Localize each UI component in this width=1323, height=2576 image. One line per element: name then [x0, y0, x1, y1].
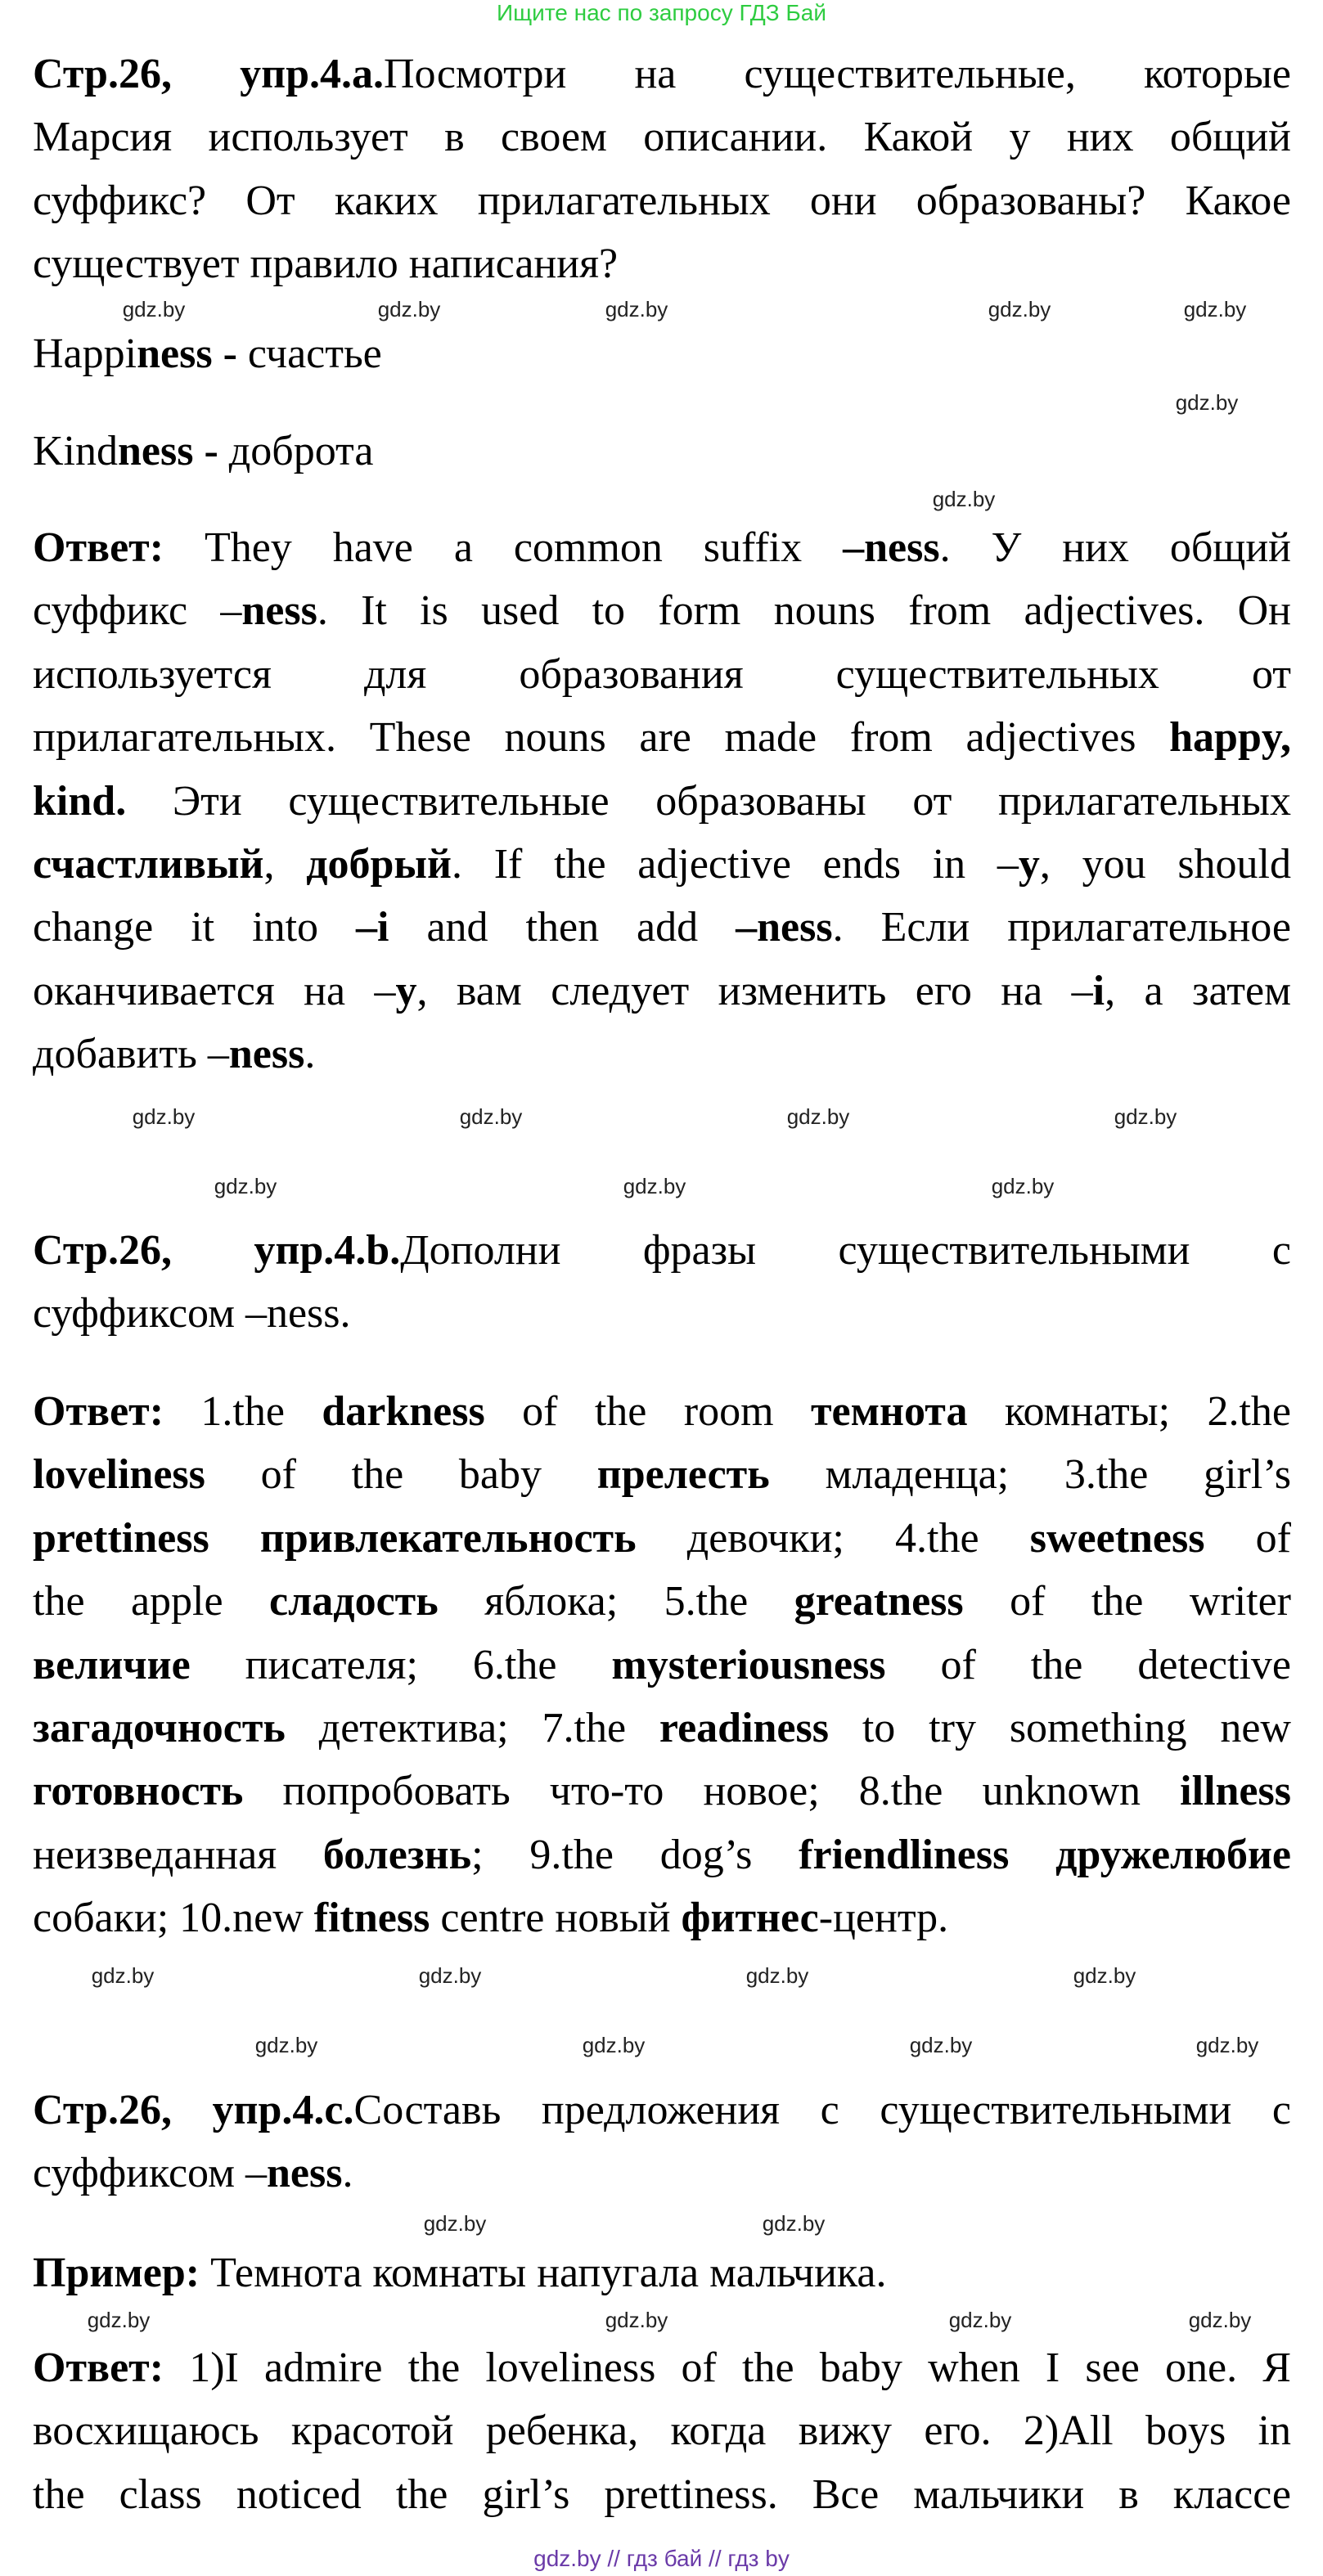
bold-text: kind. [33, 777, 127, 825]
bold-text: friendliness дружелюбие [799, 1831, 1291, 1878]
bold-text: Ответ: [33, 1388, 164, 1435]
text: . If the adjective ends in – [452, 840, 1019, 888]
text: , а затем [1105, 967, 1291, 1014]
text-line [33, 1282, 1291, 1345]
text: суффикс? От каких прилагательных они образованы? Какое [33, 177, 1291, 224]
bold-text: Ответ: [33, 2344, 164, 2391]
bold-text: greatness [794, 1578, 964, 1625]
bold-text: добрый [306, 840, 452, 888]
text: Эти существительные образованы от прилагательных [126, 777, 1291, 825]
watermark: gdz.by [909, 2033, 973, 2057]
text: to try something new [828, 1704, 1291, 1751]
text: восхищаюсь красотой ребенка, когда вижу его. 2)All boys in [33, 2407, 1291, 2455]
text-line [33, 2079, 1291, 2142]
text: младенца; 3.the girl’s [769, 1451, 1291, 1499]
text: and then add [389, 904, 736, 951]
example-kindness [33, 420, 1291, 483]
bold-text: ness [241, 587, 317, 635]
exercise-4c-example [33, 2241, 1291, 2304]
bold-text: prettiness привлекательность [33, 1514, 637, 1562]
watermark: gdz.by [1073, 1963, 1136, 1988]
text: счастье [236, 330, 382, 377]
bold-text: –i [356, 904, 389, 951]
bold-text: ness - [118, 428, 218, 474]
text-line [33, 1023, 1291, 1086]
exercise-4c-heading [33, 2079, 1291, 2205]
bold-text: readiness [659, 1704, 829, 1751]
text: суффиксом –ness. [33, 1290, 351, 1337]
text: Марсия использует в своем описании. Какой у них общий [33, 114, 1291, 161]
bold-text: величие [33, 1641, 191, 1688]
watermark: gdz.by [459, 1104, 523, 1129]
watermark: gdz.by [254, 2033, 318, 2057]
text: добавить – [33, 1031, 229, 1078]
watermark: gdz.by [623, 1174, 686, 1198]
text-line [33, 1507, 1291, 1570]
text: 1)I admire the loveliness of the baby when I see one. Я [164, 2344, 1291, 2391]
text: Посмотри на существительные, которые [384, 51, 1291, 97]
text-line [33, 1570, 1291, 1633]
watermark: gdz.by [418, 1963, 482, 1988]
text: of the writer [963, 1578, 1291, 1625]
watermark: gdz.by [1114, 1104, 1177, 1129]
text-line [33, 960, 1291, 1023]
text: change it into [33, 904, 357, 951]
text: используется для образования существительных от [33, 650, 1291, 698]
search-banner[interactable]: Ищите нас по запросу ГДЗ Бай [496, 0, 827, 25]
text: . [304, 1031, 316, 1078]
bold-text: фитнес [681, 1895, 819, 1942]
watermark: gdz.by [214, 1174, 277, 1198]
text-line [33, 1760, 1291, 1823]
text-line [33, 2241, 1291, 2304]
text-line [33, 706, 1291, 769]
text: of the detective [885, 1641, 1291, 1688]
text-line [33, 1697, 1291, 1760]
text: . Если прилагательное [832, 904, 1291, 951]
watermark: gdz.by [87, 2308, 151, 2332]
text-line [33, 1886, 1291, 1949]
bold-text: Пример: [33, 2250, 200, 2296]
text: существует правило написания? [33, 241, 619, 288]
text-line [33, 516, 1291, 579]
bold-text: –ness [843, 524, 940, 571]
exercise-4a-heading [33, 43, 1291, 296]
text-line [33, 2336, 1291, 2399]
text-line [33, 2463, 1291, 2526]
text: . It is used to form nouns from adjectives. Он [317, 587, 1292, 635]
bold-text: темнота [810, 1388, 968, 1435]
text: They have a common suffix [164, 524, 844, 571]
text: , [263, 840, 307, 888]
watermark: gdz.by [605, 2308, 668, 2332]
watermark: gdz.by [745, 1963, 809, 1988]
text-line [33, 106, 1291, 169]
text-line [33, 1380, 1291, 1443]
bold-text: i [1092, 967, 1105, 1014]
text: прилагательных. These nouns are made from adjectives [33, 714, 1170, 762]
watermark: gdz.by [948, 2308, 1012, 2332]
text-line [33, 1443, 1291, 1506]
bold-text: сладость [269, 1578, 439, 1625]
text: of [1204, 1514, 1292, 1562]
text: of the room [484, 1388, 811, 1435]
bold-text: болезнь [322, 1831, 472, 1878]
text: . [342, 2150, 353, 2197]
text: доброта [218, 428, 374, 474]
text-line [33, 643, 1291, 706]
watermark: gdz.by [582, 2033, 646, 2057]
watermark: gdz.by [1183, 297, 1247, 321]
bold-text: –ness [736, 904, 833, 951]
text: Kind [33, 428, 118, 474]
text: Happi [33, 330, 137, 377]
bold-text: fitness [313, 1895, 430, 1942]
bold-text: Стр.26, упр.4.b. [33, 1227, 401, 1274]
text-line [33, 2399, 1291, 2462]
text: -центр. [818, 1895, 949, 1942]
text-line [33, 169, 1291, 232]
text: суффикс – [33, 587, 242, 635]
bold-text: Стр.26, упр.4.c. [33, 2087, 354, 2133]
text: . У них общий [939, 524, 1291, 571]
bold-text: happy, [1169, 714, 1291, 762]
watermark: gdz.by [122, 297, 186, 321]
text: Составь предложения с существительными с [353, 2087, 1291, 2133]
watermark: gdz.by [988, 297, 1051, 321]
watermark: gdz.by [377, 297, 441, 321]
footer-links[interactable]: gdz.by // гдз бай // гдз by [533, 2546, 790, 2571]
text: ; 9.the dog’s [471, 1831, 799, 1878]
text-line [33, 579, 1291, 642]
example-happiness [33, 322, 1291, 385]
text-line [33, 2142, 1291, 2205]
bold-text: готовность [33, 1768, 244, 1815]
text: оканчивается на – [33, 967, 396, 1014]
watermark: gdz.by [1195, 2033, 1259, 2057]
exercise-4b-heading [33, 1219, 1291, 1346]
watermark: gdz.by [1175, 390, 1239, 415]
text: , вам следует изменить его на – [416, 967, 1093, 1014]
text: Дополни фразы существительными с [400, 1227, 1292, 1274]
watermark: gdz.by [1188, 2308, 1252, 2332]
text: комнаты; 2.the [967, 1388, 1291, 1435]
text: неизведанная [33, 1831, 323, 1878]
bold-text: illness [1180, 1768, 1291, 1815]
bold-text: y [395, 967, 417, 1014]
text-line [33, 1634, 1291, 1697]
exercise-4c-answer [33, 2336, 1291, 2526]
bold-text: счастливый [33, 840, 264, 888]
text: , you should [1039, 840, 1292, 888]
text: детектива; 7.the [285, 1704, 659, 1751]
text-line [33, 770, 1291, 833]
bold-text: sweetness [1029, 1514, 1205, 1562]
text: the class noticed the girl’s prettiness. Все мальчики в классе [33, 2470, 1291, 2518]
text-line [33, 896, 1291, 959]
text-line [33, 833, 1291, 896]
bold-text: ness [266, 2150, 343, 2197]
text-line [33, 420, 1291, 483]
text: яблока; 5.the [438, 1578, 794, 1625]
watermark: gdz.by [762, 2211, 826, 2236]
text: писателя; 6.the [190, 1641, 612, 1688]
bold-text: darkness [322, 1388, 485, 1435]
text: Темнота комнаты напугала мальчика. [200, 2250, 887, 2296]
text: centre новый [430, 1895, 682, 1942]
text: of the baby [205, 1451, 597, 1499]
bold-text: ness - [137, 330, 237, 377]
bold-text: Стр.26, упр.4.а. [33, 51, 384, 97]
text: суффиксом – [33, 2150, 267, 2197]
text: 1.the [164, 1388, 322, 1435]
text: the apple [33, 1578, 270, 1625]
watermark: gdz.by [423, 2211, 487, 2236]
text: собаки; 10.new [33, 1895, 314, 1942]
watermark: gdz.by [605, 297, 668, 321]
text-line [33, 232, 1291, 295]
exercise-4a-answer [33, 516, 1291, 1086]
text-line [33, 1823, 1291, 1886]
bold-text: Ответ: [33, 524, 164, 571]
bold-text: y [1018, 840, 1040, 888]
exercise-4b-answer [33, 1380, 1291, 1950]
bold-text: loveliness [33, 1451, 205, 1499]
text: девочки; 4.the [636, 1514, 1030, 1562]
text-line [33, 322, 1291, 385]
watermark: gdz.by [932, 487, 996, 511]
text-line [33, 1219, 1291, 1282]
watermark: gdz.by [132, 1104, 196, 1129]
bold-text: ness [228, 1031, 305, 1078]
watermark: gdz.by [786, 1104, 850, 1129]
bold-text: mysteriousness [611, 1641, 886, 1688]
text: попробовать что-то новое; 8.the unknown [243, 1768, 1181, 1815]
watermark: gdz.by [991, 1174, 1055, 1198]
watermark: gdz.by [91, 1963, 155, 1988]
bold-text: прелесть [596, 1451, 770, 1499]
bold-text: загадочность [33, 1704, 286, 1751]
text-line [33, 43, 1291, 106]
